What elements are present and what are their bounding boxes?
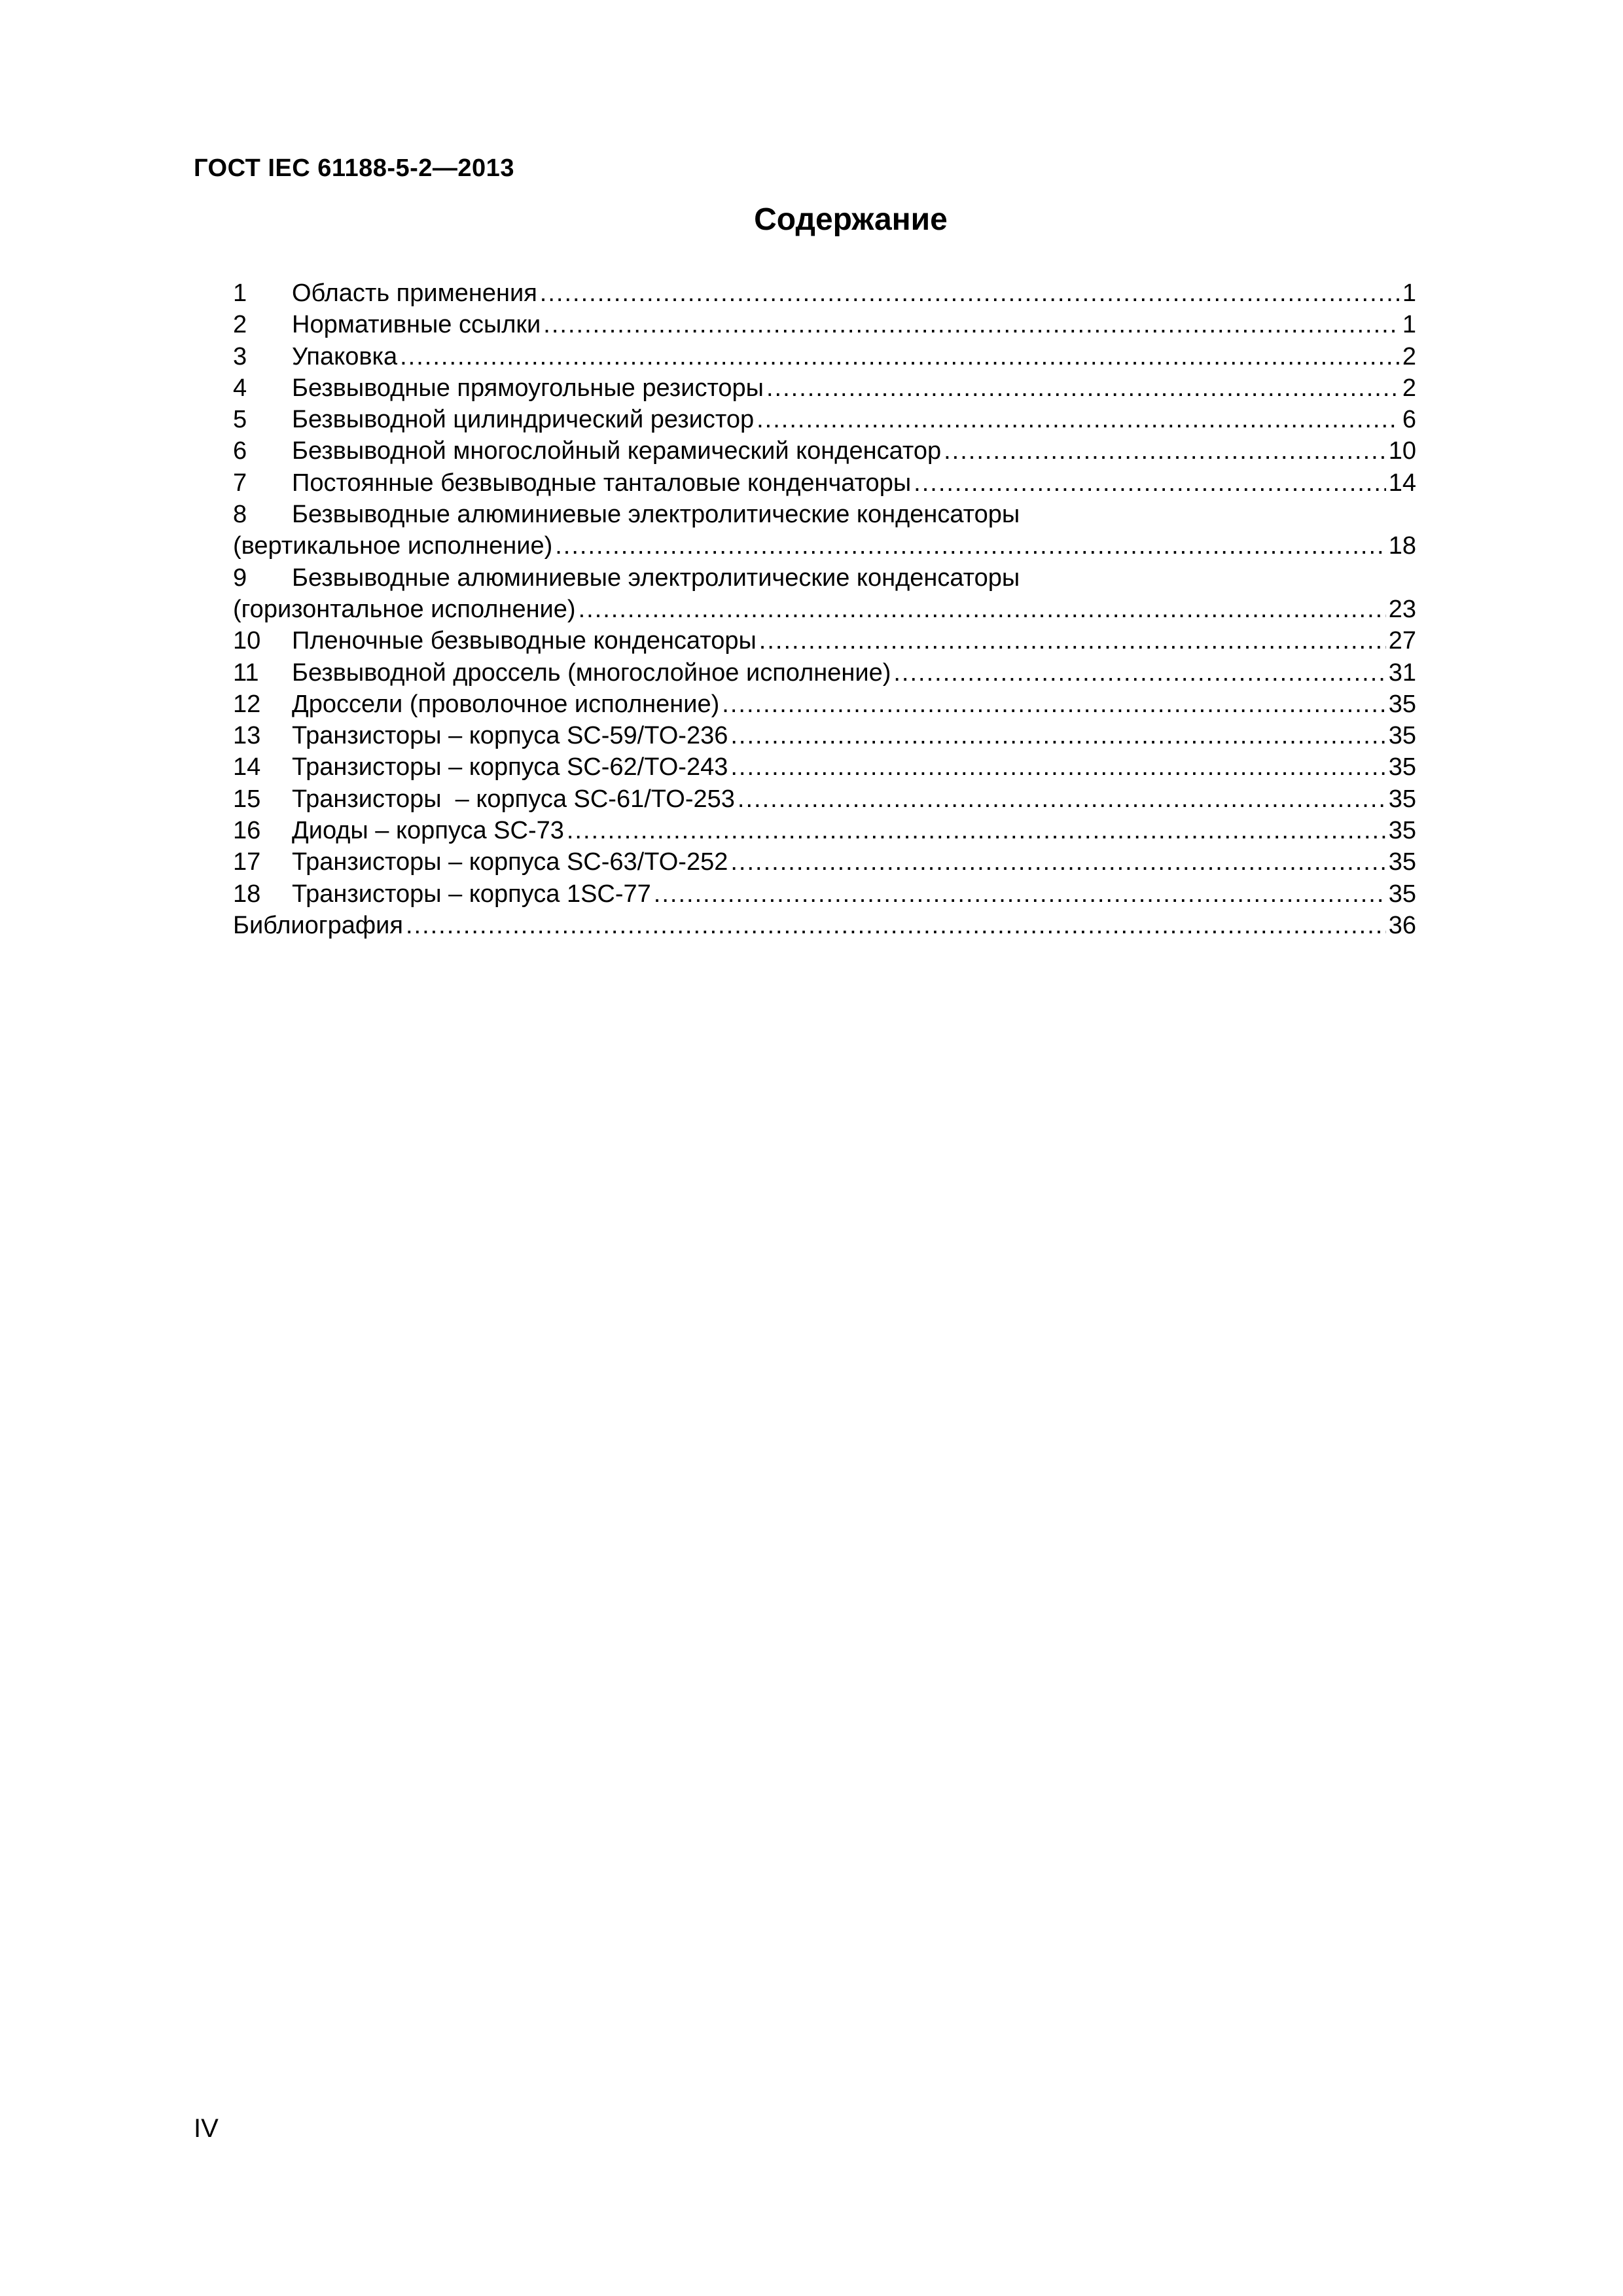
toc-entry-bibliography[interactable] [233, 910, 1416, 941]
toc-leader-dots [555, 530, 1385, 562]
toc-entry-page: 35 [1388, 722, 1416, 750]
toc-leader-dots [540, 278, 1400, 309]
toc-entry-8[interactable] [233, 499, 1416, 530]
table-of-contents [233, 278, 1416, 941]
toc-entry-9[interactable] [233, 562, 1416, 594]
toc-entry-page: 23 [1388, 595, 1416, 623]
toc-entry-15[interactable] [233, 783, 1416, 815]
toc-entry-13[interactable] [233, 720, 1416, 751]
toc-entry-7[interactable] [233, 467, 1416, 499]
toc-entry-label: Диоды – корпуса SC-73 [292, 817, 564, 845]
toc-entry-4[interactable] [233, 372, 1416, 404]
page-number: IV [194, 2114, 219, 2143]
toc-entry-page: 35 [1388, 817, 1416, 845]
toc-leader-dots [406, 910, 1386, 941]
document-code: ГОСТ IEC 61188-5-2—2013 [194, 154, 514, 182]
toc-entry-page: 35 [1388, 753, 1416, 781]
toc-entry-page: 35 [1388, 785, 1416, 813]
toc-entry-number: 17 [233, 848, 261, 876]
toc-entry-10[interactable] [233, 625, 1416, 656]
toc-leader-dots [579, 594, 1386, 625]
toc-entry-label: Библиография [233, 911, 403, 939]
toc-entry-number: 2 [233, 311, 247, 339]
toc-entry-page: 35 [1388, 880, 1416, 908]
toc-entry-label: Область применения [292, 279, 537, 307]
toc-leader-dots [757, 404, 1400, 435]
toc-entry-number: 18 [233, 880, 261, 908]
toc-entry-label: Дроссели (проволочное исполнение) [292, 690, 720, 718]
toc-entry-number: 8 [233, 501, 247, 529]
toc-entry-page: 2 [1402, 342, 1416, 370]
toc-entry-label: Транзисторы – корпуса SC-59/TO-236 [292, 722, 728, 750]
toc-leader-dots [914, 467, 1386, 499]
toc-entry-label: Нормативные ссылки [292, 311, 541, 339]
toc-leader-dots [893, 657, 1385, 689]
toc-entry-page: 27 [1388, 627, 1416, 655]
toc-entry-number: 12 [233, 690, 261, 718]
toc-entry-number: 13 [233, 722, 261, 750]
toc-entry-number: 3 [233, 342, 247, 370]
toc-entry-page: 6 [1402, 406, 1416, 434]
toc-entry-number: 16 [233, 817, 261, 845]
toc-entry-page: 10 [1388, 437, 1416, 465]
toc-entry-label: Безвыводные алюминиевые электролитические конденсаторы [292, 564, 1020, 592]
toc-leader-dots [722, 689, 1385, 720]
toc-entry-6[interactable] [233, 435, 1416, 467]
toc-entry-number: 14 [233, 753, 261, 781]
toc-entry-17[interactable] [233, 846, 1416, 878]
toc-entry-label: Пленочные безвыводные конденсаторы [292, 627, 757, 655]
toc-entry-label: Транзисторы – корпуса SC-61/TO-253 [292, 785, 735, 813]
toc-leader-dots [730, 720, 1385, 751]
toc-entry-label: Безвыводной цилиндрический резистор [292, 406, 755, 434]
toc-entry-label: Безвыводной многослойный керамический конденсатор [292, 437, 942, 465]
toc-entry-label: Постоянные безвыводные танталовые конденчаторы [292, 469, 912, 497]
toc-entry-label-continuation: (вертикальное исполнение) [233, 532, 553, 560]
toc-entry-11[interactable] [233, 657, 1416, 689]
toc-leader-dots [730, 751, 1385, 783]
toc-entry-page: 36 [1388, 911, 1416, 939]
toc-entry-label: Безвыводные прямоугольные резисторы [292, 374, 764, 402]
toc-entry-number: 11 [233, 658, 259, 687]
toc-entry-number: 10 [233, 627, 261, 655]
toc-leader-dots [766, 372, 1400, 404]
toc-entry-2[interactable] [233, 309, 1416, 340]
toc-leader-dots [400, 341, 1400, 372]
toc-entry-5[interactable] [233, 404, 1416, 435]
toc-entry-16[interactable] [233, 815, 1416, 846]
toc-entry-label: Транзисторы – корпуса SC-62/TO-243 [292, 753, 728, 781]
toc-leader-dots [759, 625, 1386, 656]
toc-entry-page: 1 [1402, 311, 1416, 339]
toc-entry-page: 1 [1402, 279, 1416, 307]
toc-entry-number: 15 [233, 785, 261, 813]
toc-entry-1[interactable] [233, 278, 1416, 309]
toc-entry-14[interactable] [233, 751, 1416, 783]
toc-entry-number: 9 [233, 564, 247, 592]
toc-entry-number: 4 [233, 374, 247, 402]
toc-entry-number: 7 [233, 469, 247, 497]
toc-entry-label: Транзисторы – корпуса SC-63/TO-252 [292, 848, 728, 876]
toc-entry-number: 1 [233, 279, 247, 307]
toc-entry-18[interactable] [233, 878, 1416, 910]
toc-leader-dots [654, 878, 1386, 910]
toc-leader-dots [730, 846, 1385, 878]
toc-entry-label: Безвыводной дроссель (многослойное исполнение) [292, 658, 891, 687]
toc-title: Содержание [754, 202, 948, 237]
toc-leader-dots [543, 309, 1400, 340]
toc-entry-label: Безвыводные алюминиевые электролитические конденсаторы [292, 501, 1020, 529]
toc-entry-label: Транзисторы – корпуса 1SC-77 [292, 880, 651, 908]
toc-entry-label: Упаковка [292, 342, 398, 370]
toc-entry-label-continuation: (горизонтальное исполнение) [233, 595, 576, 623]
toc-entry-page: 18 [1388, 532, 1416, 560]
toc-leader-dots [944, 435, 1386, 467]
toc-leader-dots [738, 783, 1386, 815]
toc-entry-page: 35 [1388, 690, 1416, 718]
toc-entry-page: 14 [1388, 469, 1416, 497]
toc-entry-12[interactable] [233, 689, 1416, 720]
toc-entry-page: 35 [1388, 848, 1416, 876]
toc-entry-page: 2 [1402, 374, 1416, 402]
toc-entry-number: 5 [233, 406, 247, 434]
toc-entry-page: 31 [1388, 658, 1416, 687]
toc-entry-3[interactable] [233, 341, 1416, 372]
toc-leader-dots [567, 815, 1386, 846]
toc-entry-8-continuation[interactable] [233, 530, 1416, 562]
toc-entry-number: 6 [233, 437, 247, 465]
toc-entry-9-continuation[interactable] [233, 594, 1416, 625]
